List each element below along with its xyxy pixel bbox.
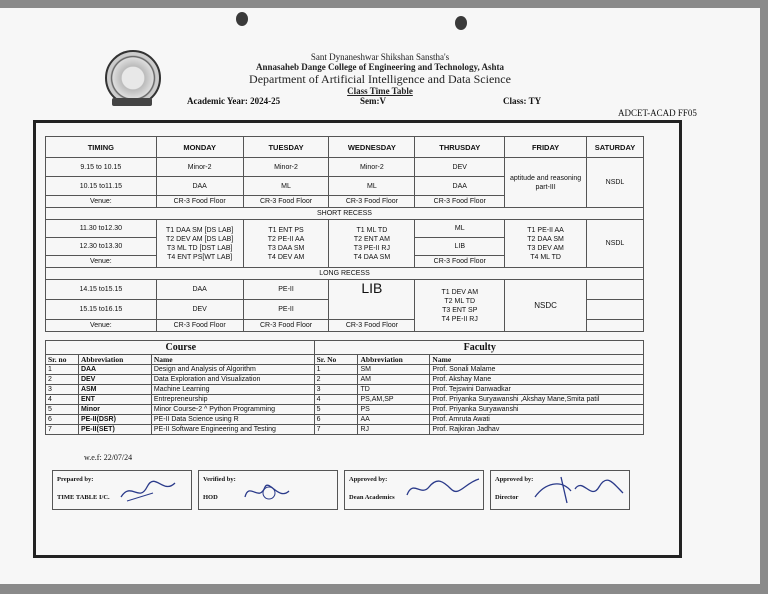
signature-role: HOD: [203, 494, 218, 501]
punch-hole-left: [236, 12, 248, 26]
faculty-abbr: PS: [358, 405, 430, 415]
table-row: [46, 385, 644, 395]
course-col-name: Name: [151, 355, 314, 365]
faculty-name: Prof. Akshay Mane: [430, 375, 644, 385]
faculty-abbr: SM: [358, 365, 430, 375]
signature-box-verified: [198, 470, 338, 510]
course-name: Data Exploration and Visualization: [151, 375, 314, 385]
tuesday-cell: PE-II: [243, 300, 329, 320]
saturday-nsdl: NSDL: [587, 158, 644, 208]
venue-cell: CR-3 Food Floor: [329, 196, 415, 208]
thursday-cell: LIB: [415, 238, 505, 256]
saturday-nsdl: NSDL: [587, 220, 644, 268]
logo-ribbon: [112, 98, 152, 106]
handwritten-signature-icon: [531, 473, 627, 507]
college-name: Annasaheb Dange College of Engineering and Technology, Ashta: [255, 62, 505, 72]
course-faculty-table: [45, 340, 644, 435]
signature-box-director: [490, 470, 630, 510]
thursday-cell: DAA: [415, 177, 505, 196]
effective-date: w.e.f: 22/07/24: [84, 453, 133, 462]
department-name: Department of Artificial Intelligence and Data Science: [249, 72, 511, 86]
saturday-empty: [587, 280, 644, 300]
table-row: [46, 280, 644, 300]
faculty-abbr: PS,AM,SP: [358, 395, 430, 405]
batch-line: T4 PE-II RJ: [441, 315, 478, 323]
header-wednesday: WEDNESDAY: [329, 137, 415, 158]
venue-label: Venue:: [46, 196, 157, 208]
faculty-col-name: Name: [430, 355, 644, 365]
punch-hole-right: [455, 16, 467, 30]
academic-year: Academic Year: 2024-25: [187, 96, 281, 106]
tuesday-cell: Minor-2: [243, 158, 329, 177]
course-srno: 5: [46, 405, 79, 415]
wednesday-batches: [329, 220, 415, 268]
course-name: PE-II Software Engineering and Testing: [151, 425, 314, 435]
faculty-name: Prof. Priyanka Suryawanshi: [430, 405, 644, 415]
faculty-abbr: AM: [358, 375, 430, 385]
course-abbr: ENT: [78, 395, 151, 405]
batch-line: T1 ML TD: [356, 226, 388, 234]
course-abbr: DEV: [78, 375, 151, 385]
header-monday: MONDAY: [156, 137, 243, 158]
venue-label: Venue:: [46, 320, 157, 332]
venue-cell: CR-3 Food Floor: [329, 320, 415, 332]
batch-line: T3 DAA SM: [267, 244, 305, 252]
monday-cell: DEV: [156, 300, 243, 320]
semester: Sem:V: [360, 96, 386, 106]
form-code: ADCET-ACAD FF05: [618, 108, 697, 118]
faculty-name: Prof. Rajkiran Jadhav: [430, 425, 644, 435]
signature-role: Director: [495, 494, 519, 501]
faculty-srno: 7: [314, 425, 358, 435]
batch-line: T4 DAA SM: [353, 253, 391, 261]
batch-line: T2 PE-II AA: [267, 235, 305, 243]
course-abbr: DAA: [78, 365, 151, 375]
course-name: PE-II Data Science using R: [151, 415, 314, 425]
faculty-name: Prof. Tejswini Danwadkar: [430, 385, 644, 395]
batch-line: T3 ML TD [DST LAB]: [166, 244, 233, 252]
time-slot: 14.15 to15.15: [46, 280, 157, 300]
batch-line: T1 DEV AM: [441, 288, 479, 296]
time-slot: 10.15 to11.15: [46, 177, 157, 196]
friday-nsdc: NSDC: [505, 280, 587, 332]
course-srno: 7: [46, 425, 79, 435]
header-friday: FRIDAY: [505, 137, 587, 158]
course-abbr: Minor: [78, 405, 151, 415]
thursday-cell: DEV: [415, 158, 505, 177]
class-label: Class: TY: [503, 96, 542, 106]
time-slot: 11.30 to12.30: [46, 220, 157, 238]
faculty-abbr: RJ: [358, 425, 430, 435]
faculty-col-abbr: Abbreviation: [358, 355, 430, 365]
faculty-srno: 6: [314, 415, 358, 425]
table-row: [46, 415, 644, 425]
handwritten-signature-icon: [239, 477, 299, 507]
batch-line: T2 DEV AM [DS LAB]: [166, 235, 234, 243]
section-header-row: [46, 341, 644, 355]
batch-line: T4 ENT PS[WT LAB]: [167, 253, 233, 261]
venue-cell: CR-3 Food Floor: [243, 196, 329, 208]
course-name: Design and Analysis of Algorithm: [151, 365, 314, 375]
faculty-name: Prof. Amruta Awati: [430, 415, 644, 425]
venue-label: Venue:: [46, 256, 157, 268]
batch-line: T3 ENT SP: [442, 306, 478, 314]
time-slot: 9.15 to 10.15: [46, 158, 157, 177]
course-abbr: ASM: [78, 385, 151, 395]
table-row: [46, 365, 644, 375]
faculty-abbr: AA: [358, 415, 430, 425]
faculty-abbr: TD: [358, 385, 430, 395]
monday-cell: DAA: [156, 280, 243, 300]
batch-line: T2 ENT AM: [353, 235, 390, 243]
signature-box-dean: [344, 470, 484, 510]
signature-top-label: Verified by:: [203, 476, 236, 483]
thursday-batches: [415, 280, 505, 332]
course-srno: 2: [46, 375, 79, 385]
time-slot: 12.30 to13.30: [46, 238, 157, 256]
course-srno: 3: [46, 385, 79, 395]
faculty-col-srno: Sr. No: [314, 355, 358, 365]
signature-top-label: Prepared by:: [57, 476, 94, 483]
course-abbr: PE-II(DSR): [78, 415, 151, 425]
course-srno: 6: [46, 415, 79, 425]
monday-labs: [156, 220, 243, 268]
venue-cell: CR-3 Food Floor: [415, 196, 505, 208]
friday-aptitude: aptitude and reasoning part-III: [505, 158, 587, 208]
course-srno: 1: [46, 365, 79, 375]
faculty-srno: 5: [314, 405, 358, 415]
document-title: Class Time Table: [347, 86, 413, 96]
header-tuesday: TUESDAY: [243, 137, 329, 158]
long-recess: LONG RECESS: [46, 268, 644, 280]
handwritten-signature-icon: [403, 473, 483, 503]
friday-batches: [505, 220, 587, 268]
course-srno: 4: [46, 395, 79, 405]
faculty-title: Faculty: [314, 341, 643, 355]
signature-box-prepared: [52, 470, 192, 510]
batch-line: T2 ML TD: [444, 297, 476, 305]
header-timing: TIMING: [46, 137, 157, 158]
faculty-srno: 2: [314, 375, 358, 385]
faculty-srno: 1: [314, 365, 358, 375]
batch-line: T1 DAA SM [DS LAB]: [166, 226, 234, 234]
signature-top-label: Approved by:: [349, 476, 388, 483]
society-name: Sant Dynaneshwar Shikshan Sanstha's: [310, 52, 450, 62]
table-row: [46, 395, 644, 405]
faculty-srno: 3: [314, 385, 358, 395]
table-row: [46, 405, 644, 415]
course-col-abbr: Abbreviation: [78, 355, 151, 365]
wednesday-library: LIB: [329, 280, 415, 320]
saturday-empty: [587, 320, 644, 332]
batch-line: T1 PE-II AA: [527, 226, 564, 234]
course-name: Machine Learning: [151, 385, 314, 395]
column-header-row: [46, 355, 644, 365]
time-slot: 15.15 to16.15: [46, 300, 157, 320]
venue-cell: CR-3 Food Floor: [243, 320, 329, 332]
faculty-srno: 4: [314, 395, 358, 405]
handwritten-signature-icon: [113, 475, 183, 507]
course-abbr: PE-II(SET): [78, 425, 151, 435]
table-row: [46, 375, 644, 385]
class-timetable: [45, 136, 644, 332]
short-recess-row: [46, 208, 644, 220]
saturday-empty: [587, 300, 644, 320]
course-col-srno: Sr. no: [46, 355, 79, 365]
batch-line: T1 ENT PS: [268, 226, 304, 234]
header-saturday: SATURDAY: [587, 137, 644, 158]
venue-cell: CR-3 Food Floor: [415, 256, 505, 268]
batch-line: T4 DEV AM: [267, 253, 305, 261]
table-row: [46, 158, 644, 177]
wednesday-cell: ML: [329, 177, 415, 196]
long-recess-row: [46, 268, 644, 280]
signature-top-label: Approved by:: [495, 476, 534, 483]
monday-cell: Minor-2: [156, 158, 243, 177]
wednesday-cell: Minor-2: [329, 158, 415, 177]
signature-role: Dean Academics: [349, 494, 395, 501]
faculty-name: Prof. Priyanka Suryawanshi ,Akshay Mane,Smita patil: [430, 395, 644, 405]
faculty-name: Prof. Sonali Malame: [430, 365, 644, 375]
batch-line: T4 ML TD: [530, 253, 561, 261]
batch-line: T3 PE-II RJ: [353, 244, 390, 252]
table-row: [46, 220, 644, 238]
tuesday-cell: PE-II: [243, 280, 329, 300]
course-title: Course: [46, 341, 315, 355]
thursday-cell: ML: [415, 220, 505, 238]
course-name: Minor Course-2 ^ Python Programming: [151, 405, 314, 415]
timetable-header-row: [46, 137, 644, 158]
header-thursday: THRUSDAY: [415, 137, 505, 158]
tuesday-batches: [243, 220, 329, 268]
short-recess: SHORT RECESS: [46, 208, 644, 220]
tuesday-cell: ML: [243, 177, 329, 196]
venue-cell: CR-3 Food Floor: [156, 196, 243, 208]
venue-cell: CR-3 Food Floor: [156, 320, 243, 332]
table-row: [46, 425, 644, 435]
course-name: Entrepreneurship: [151, 395, 314, 405]
signature-role: TIME TABLE I/C.: [57, 494, 110, 501]
monday-cell: DAA: [156, 177, 243, 196]
batch-line: T2 DAA SM: [527, 235, 564, 243]
batch-line: T3 DEV AM: [527, 244, 564, 252]
